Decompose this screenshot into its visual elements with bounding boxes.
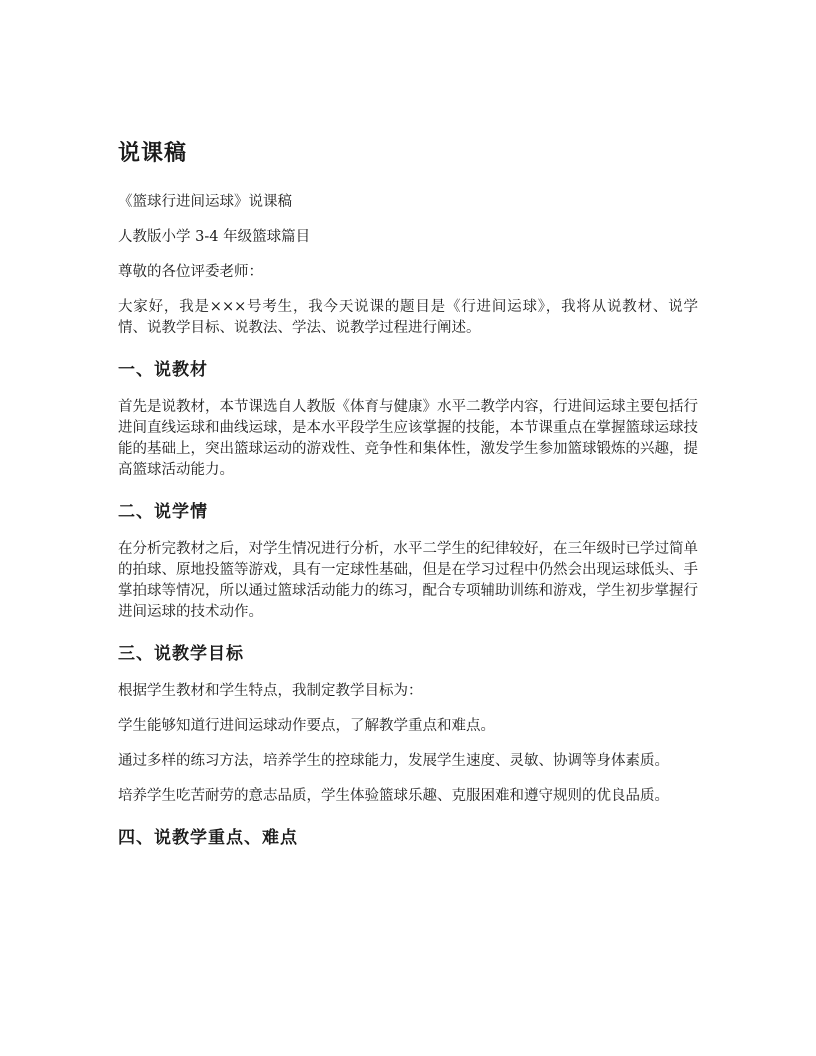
section-heading-key-points: 四、说教学重点、难点	[118, 828, 298, 848]
section-heading-objectives: 三、说教学目标	[118, 644, 244, 664]
section-paragraph: 在分析完教材之后，对学生情况进行分析，水平二学生的纪律较好，在三年级时已学过简单的拍球、原地投篮等游戏，具有一定球性基础，但是在学习过程中仍然会出现运球低头、手掌拍球等情况，所以通过篮球活动能力的练习，配合专项辅助训练和游戏，学生初步掌握行进间运球的技术动作。	[118, 541, 698, 620]
intro-paragraph: 大家好，我是×××号考生，我今天说课的题目是《行进间运球》，我将从说教材、说学情、说教学目标、说教法、学法、说教学过程进行阐述。	[118, 299, 698, 336]
section-paragraph: 根据学生教材和学生特点，我制定教学目标为：	[118, 683, 423, 699]
section-heading-students: 二、说学情	[118, 502, 208, 522]
section-paragraph: 首先是说教材，本节课选自人教版《体育与健康》水平二教学内容，行进间运球主要包括行进间直线运球和曲线运球，是本水平段学生应该掌握的技能，本节课重点在掌握篮球运球技能的基础上，突出篮球运动的游戏性、竞争性和集体性，激发学生参加篮球锻炼的兴趣，提高篮球活动能力。	[118, 399, 698, 478]
section-heading-textbook: 一、说教材	[118, 360, 208, 380]
document-title: 说课稿	[118, 141, 188, 166]
document-subtitle: 《篮球行进间运球》说课稿	[118, 194, 292, 210]
grade-line: 人教版小学 3-4 年级篮球篇目	[118, 229, 311, 245]
section-paragraph: 学生能够知道行进间运球动作要点，了解教学重点和难点。	[118, 718, 495, 734]
section-paragraph: 通过多样的练习方法，培养学生的控球能力，发展学生速度、灵敏、协调等身体素质。	[118, 753, 669, 769]
section-paragraph: 培养学生吃苦耐劳的意志品质，学生体验篮球乐趣、克服困难和遵守规则的优良品质。	[118, 788, 669, 804]
greeting: 尊敬的各位评委老师：	[118, 264, 263, 280]
